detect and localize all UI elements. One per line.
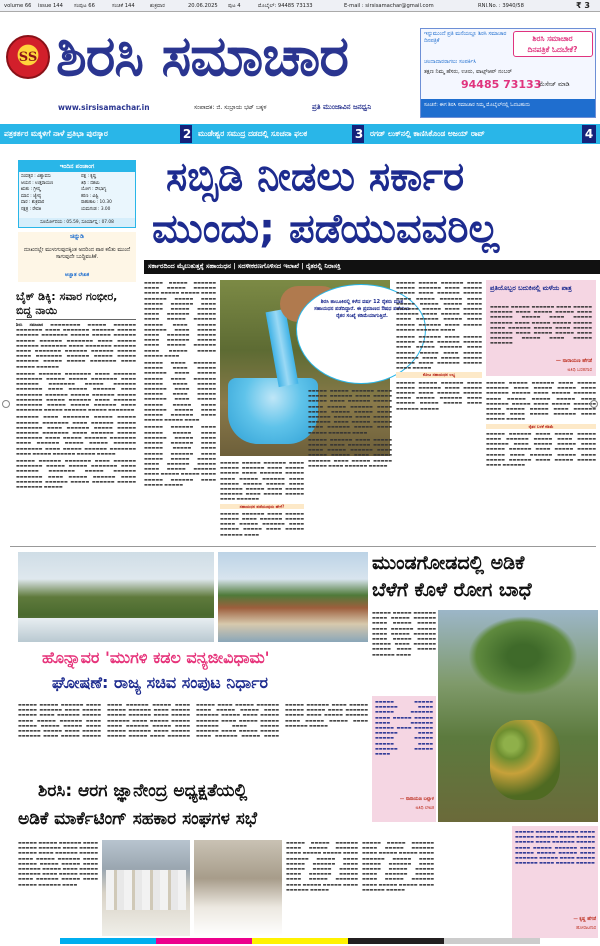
bottom-body-2: ▬▬▬▬▬ ▬▬▬▬▬ ▬▬▬▬▬▬ ▬▬▬▬ ▬▬▬▬▬ ▬▬▬▬▬▬ ▬▬▬▬ ▬▬▬▬▬ ▬▬▬▬▬ ▬▬▬▬ ▬▬▬▬▬▬ ▬▬▬▬▬ ▬▬▬▬ ▬▬▬▬▬ ▬▬▬▬▬▬ ▬▬▬▬ ▬▬▬▬▬ ▬▬▬▬▬ ▬▬▬▬▬ ▬▬▬▬ ▬▬▬▬▬▬ ▬▬▬▬▬ ▬▬▬▬ ▬▬▬▬▬ ▬▬▬▬▬▬ ▬▬▬▬ ▬▬▬▬▬ ▬▬▬▬▬ ▬▬▬▬ ▬▬▬▬▬▬ ▬▬▬▬▬ [286,840,358,892]
mundgod-body-1: ▬▬▬▬▬ ▬▬▬▬▬ ▬▬▬▬▬▬ ▬▬▬▬ ▬▬▬▬▬ ▬▬▬▬▬▬ ▬▬▬▬ ▬▬▬▬▬ ▬▬▬▬▬ ▬▬▬▬ ▬▬▬▬▬▬ ▬▬▬▬▬ ▬▬▬▬ ▬▬▬▬▬ ▬▬▬▬▬▬ ▬▬▬▬ ▬▬▬▬▬ ▬▬▬▬▬ ▬▬▬▬▬ ▬▬▬▬ ▬▬▬▬▬▬ ▬▬▬▬▬ ▬▬▬▬ ▬▬▬▬▬ ▬▬▬▬▬▬ ▬▬▬▬ [372,610,436,657]
honnavar-line1: ಹೊನ್ನಾವರ 'ಮುಗಳಿ ಕಡಲ ವನ್ಯಜೀವಿಧಾಮ' [42,648,270,667]
story-subheading: ಸಹಾಯಧನ ಪಡೆಯುವುದು ಹೇಗೆ? [220,504,304,509]
bottom-right-box [512,826,598,938]
opinion-title: ಪ್ರತಿಯೊಬ್ಬರ ಬದುಕಿನಲ್ಲಿ ಮಳೆಯ ಪಾತ್ರ [490,284,572,292]
issue: issue 144 [38,3,63,9]
ticker-item-1[interactable] [4,124,192,144]
section-divider [10,546,596,547]
palm-fronds [468,616,578,696]
meeting-photo [102,840,190,936]
thought-title: ಚಿನ್ನುಡಿ [70,233,84,240]
photo-bucket [228,378,318,444]
main-headline [144,150,600,258]
ticker-item-2[interactable] [198,124,364,144]
ticker-text: ಪತ್ರಕರ್ತರ ಮಕ್ಕಳಿಗೆ ನಾಳೆ ಪ್ರತಿಭಾ ಪುರಸ್ಕಾರ [4,129,108,138]
meeting-people [106,870,186,910]
arecanut-photo [438,610,598,822]
date: 20.06.2025 [188,3,218,9]
right-subheading: ರೈತರ ಬಳಕೆ ಕಡಿಮೆ [486,424,596,429]
ad-footer: ಸೂಚನೆ: ಈಗ ಶಿರಸಿ ಸಮಾಚಾರ ನಿಮ್ಮ ಮೊಬೈಲ್‌ನಲ್ಲಿ ಓದಬಹುದು [421,99,595,117]
ad-line4: ಮೆಸೇಜ್ ಮಾಡಿ [539,81,570,88]
ad-phone: 94485 73133 [461,78,542,91]
ticker-bar [0,124,600,144]
panchanga-row: ವಾರ : ಶುಕ್ರವಾರ [21,200,45,205]
ticker-page: 4 [582,125,596,143]
ticker-page: 2 [180,125,192,143]
ad-line2: ಚಂದಾದಾರರಾಗಲು ಸಂಪರ್ಕಿಸಿ [424,59,477,65]
sanchike: ಸಂಚಿಕೆ 144 [112,3,135,9]
headline-subhead [144,260,600,274]
volume: volume 66 [4,3,32,9]
main-story-col4: ▬▬▬▬▬ ▬▬▬▬▬ ▬▬▬▬▬▬ ▬▬▬▬ ▬▬▬▬▬ ▬▬▬▬▬▬ ▬▬▬▬ ▬▬▬▬▬ ▬▬▬▬▬ ▬▬▬▬ ▬▬▬▬▬▬ ▬▬▬▬▬ ▬▬▬▬ ▬▬▬▬▬ ▬▬▬▬▬▬ ▬▬▬▬ ▬▬▬▬▬ ▬▬▬▬▬ ▬▬▬▬▬ ▬▬▬▬ ▬▬▬▬▬▬ ▬▬▬▬▬ ▬▬▬▬ ▬▬▬▬▬ ▬▬▬▬▬▬ ▬▬▬▬ ▬▬▬▬▬ ▬▬▬▬▬ ▬▬▬▬ ▬▬▬▬▬▬ ▬▬▬▬▬ ▬▬▬▬ ▬▬▬▬▬ ▬▬▬▬▬▬ ▬▬▬▬ ▬▬▬▬▬ ▬▬▬▬▬ ▬▬▬▬▬▬ ▬▬▬▬ ▬▬▬▬▬ ▬▬▬▬▬▬ ▬▬▬▬ ▬▬▬▬▬ ▬▬▬▬▬ ▬▬▬▬ ▬▬▬▬▬▬ ▬▬▬▬▬ ▬▬▬▬ ▬▬▬▬▬ ▬▬▬▬▬▬ ▬▬▬▬ ▬▬▬▬▬ ▬▬▬▬▬ ▬▬▬▬ ▬▬▬▬▬ ▬▬▬▬▬▬ ▬▬▬▬ ▬▬▬▬▬ ▬▬▬▬▬ ▬▬▬▬▬ ▬▬▬▬ ▬▬▬▬▬▬ ▬▬▬▬▬ ▬▬▬▬ ▬▬▬▬▬ ಕೋಟ ಸಹಾಯಧನ ಲಭ್ಯ ▬▬▬▬▬ ▬▬▬▬▬ ▬▬▬▬▬▬ ▬▬▬▬ ▬▬▬▬▬ ▬▬▬▬▬▬ ▬▬▬▬ ▬▬▬▬▬ ▬▬▬▬▬ ▬▬▬▬ ▬▬▬▬▬▬ ▬▬▬▬▬ ▬▬▬▬ ▬▬▬▬▬ ▬▬▬▬▬▬ ▬▬▬▬ ▬▬▬▬▬ ▬▬▬▬▬ ▬▬▬▬▬ ▬▬▬▬ ▬▬▬▬▬▬ ▬▬▬▬▬ [396,280,482,411]
panchanga-row: ತಿಥಿ : ದಶಮಿ [81,180,100,186]
bottom-line1: ಶಿರಸಿ: ಆರಗ ಜ್ಞಾನೇಂದ್ರ ಅಧ್ಯಕ್ಷತೆಯಲ್ಲಿ [38,781,248,801]
registration-mark-left [2,400,10,408]
ticker-text: ರಗಡ್ ಲುಕ್‌ನಲ್ಲಿ ಕಾಣಿಸಿಕೊಂಡ ಅಜಯ್ ರಾವ್ [370,129,485,138]
ad-line3: ತಕ್ಷಣ ನಿಮ್ಮ ಹೆಸರು, ಊರು, ವಾಟ್ಸ್‌ಆಪ್ ನಂಬರ್ [424,69,513,75]
panchanga-row: ರಾಹುಕಾಲ : 10.30 [81,200,112,205]
bottom-right-author: — ಕೃಷ್ಣ ಹೆಗಡೆ [573,917,596,922]
panchanga-row: ಯೋಗ : ಸೌಭಾಗ್ಯ [81,187,107,192]
panchanga-title: ಇಂದಿನ ಪಂಚಾಂಗ [19,161,135,172]
panchanga-row: ನಕ್ಷತ್ರ : ರೇವತಿ [21,206,42,212]
bottom-body-3: ▬▬▬▬▬ ▬▬▬▬▬ ▬▬▬▬▬▬ ▬▬▬▬ ▬▬▬▬▬ ▬▬▬▬▬▬ ▬▬▬▬ ▬▬▬▬▬ ▬▬▬▬▬ ▬▬▬▬ ▬▬▬▬▬▬ ▬▬▬▬▬ ▬▬▬▬ ▬▬▬▬▬ ▬▬▬▬▬▬ ▬▬▬▬ ▬▬▬▬▬ ▬▬▬▬▬ ▬▬▬▬▬ ▬▬▬▬ ▬▬▬▬▬▬ ▬▬▬▬▬ ▬▬▬▬ ▬▬▬▬▬ ▬▬▬▬▬▬ ▬▬▬▬ ▬▬▬▬▬ ▬▬▬▬▬ ▬▬▬▬ ▬▬▬▬▬▬ ▬▬▬▬▬ [362,840,434,892]
panchanga-row: ಸಂವತ್ಸರ : ವಿಶ್ವಾವಸು [21,174,51,179]
day: ಶುಕ್ರವಾರ [150,3,165,9]
ad-line1: ಇನ್ನುಮುಂದೆ ಪ್ರತಿ ಮನೆಯಲ್ಲೂ ಶಿರಸಿ ಸಮಾಚಾರ ದಿನಪತ್ರಿಕೆ [424,31,507,44]
ad-box-sub: ದಿನಪತ್ರಿಕೆ ಓದಬೇಕೆ? [527,45,578,54]
honnavar-line2: ಘೋಷಣೆ: ರಾಜ್ಯ ಸಚಿವ ಸಂಪುಟ ನಿರ್ಧಾರ [52,673,268,692]
panchanga-row: ಆಯನ : ಉತ್ತರಾಯಣ [21,180,54,186]
panchanga-row: ಕರಣ : ವಿಷ್ಟಿ [81,193,99,199]
panchanga-row: ಮಾಸ : ಜ್ಯೇಷ್ಠ [21,193,41,199]
opinion-caption: ಅತಿಥಿ ಬರಹಗಾರ [567,368,592,373]
right-column-body: ▬▬▬▬▬ ▬▬▬▬▬ ▬▬▬▬▬▬ ▬▬▬▬ ▬▬▬▬▬ ▬▬▬▬▬▬ ▬▬▬▬ ▬▬▬▬▬ ▬▬▬▬▬ ▬▬▬▬ ▬▬▬▬▬▬ ▬▬▬▬▬ ▬▬▬▬ ▬▬▬▬▬ ▬▬▬▬▬▬ ▬▬▬▬ ▬▬▬▬▬ ▬▬▬▬▬ ▬▬▬▬▬ ▬▬▬▬ ▬▬▬▬▬▬ ▬▬▬▬▬ ▬▬▬▬ ▬▬▬▬▬ ▬▬▬▬▬▬ ▬▬▬▬ ▬▬▬▬▬ ▬▬▬▬▬ ▬▬▬▬ ▬▬▬▬▬▬ ▬▬▬▬▬ ▬▬▬▬ ▬▬▬▬▬ ▬▬▬▬▬▬ ▬▬▬▬ ▬▬▬▬▬ ▬▬▬▬▬ ರೈತರ ಬಳಕೆ ಕಡಿಮೆ ▬▬▬▬▬ ▬▬▬▬▬▬ ▬▬▬▬ ▬▬▬▬▬ ▬▬▬▬▬ ▬▬▬▬ ▬▬▬▬▬▬ ▬▬▬▬▬ ▬▬▬▬ ▬▬▬▬▬ ▬▬▬▬▬▬ ▬▬▬▬ ▬▬▬▬▬ ▬▬▬▬▬ ▬▬▬▬ ▬▬▬▬▬ ▬▬▬▬▬▬ ▬▬▬▬ ▬▬▬▬▬ ▬▬▬▬▬ ▬▬▬▬▬ ▬▬▬▬ ▬▬▬▬▬▬ ▬▬▬▬▬ ▬▬▬▬ ▬▬▬▬▬ ▬▬▬▬▬▬ ▬▬▬▬ ▬▬▬▬▬ ▬▬▬▬▬ ▬▬▬▬ ▬▬▬▬▬▬ [486,380,596,468]
mundgod-author: — ನಾರಾಯಣ ಬಲ್ಲಾಳ [399,797,434,802]
honnavar-body: ▬▬▬▬▬ ▬▬▬▬▬ ▬▬▬▬▬▬ ▬▬▬▬ ▬▬▬▬▬ ▬▬▬▬▬▬ ▬▬▬▬ ▬▬▬▬▬ ▬▬▬▬▬ ▬▬▬▬ ▬▬▬▬▬▬ ▬▬▬▬▬ ▬▬▬▬ ▬▬▬▬▬ ▬▬▬▬▬▬ ▬▬▬▬ ▬▬▬▬▬ ▬▬▬▬▬ ▬▬▬▬▬ ▬▬▬▬ ▬▬▬▬▬▬ ▬▬▬▬▬ ▬▬▬▬ ▬▬▬▬▬ ▬▬▬▬▬▬ ▬▬▬▬ ▬▬▬▬▬ ▬▬▬▬▬ ▬▬▬▬ ▬▬▬▬▬▬ ▬▬▬▬▬ ▬▬▬▬ ▬▬▬▬▬ ▬▬▬▬▬▬ ▬▬▬▬ ▬▬▬▬▬ ▬▬▬▬▬ ▬▬▬▬▬▬ ▬▬▬▬ ▬▬▬▬▬ ▬▬▬▬▬▬ ▬▬▬▬ ▬▬▬▬▬ ▬▬▬▬▬ ▬▬▬▬ ▬▬▬▬▬▬ ▬▬▬▬▬ ▬▬▬▬ ▬▬▬▬▬ ▬▬▬▬▬▬ ▬▬▬▬ ▬▬▬▬▬ ▬▬▬▬▬ ▬▬▬▬▬ ▬▬▬▬ ▬▬▬▬▬▬ ▬▬▬▬▬ ▬▬▬▬ ▬▬▬▬▬ ▬▬▬▬▬▬ ▬▬▬▬ ▬▬▬▬▬ ▬▬▬▬▬ ▬▬▬▬ ▬▬▬▬▬▬ ▬▬▬▬▬ ▬▬▬▬ ▬▬▬▬▬ ▬▬▬▬▬▬ ▬▬▬▬ ▬▬▬▬▬ ▬▬▬▬▬ ▬▬▬▬▬▬ ▬▬▬▬ ▬▬▬▬▬ ▬▬▬▬▬▬ ▬▬▬▬ ▬▬▬▬▬ ▬▬▬▬▬ ▬▬▬▬ ▬▬▬▬▬▬ ▬▬▬▬▬ ▬▬▬▬ ▬▬▬▬▬ ▬▬▬▬▬▬ ▬▬▬▬ ▬▬▬▬▬ ▬▬▬▬▬ ▬▬▬▬▬ ▬▬▬▬ ▬▬▬▬▬▬ ▬▬▬▬▬ ▬▬▬▬ ▬▬▬▬▬ ▬▬▬▬▬▬ ▬▬▬▬ ▬▬▬▬▬ ▬▬▬▬▬ ▬▬▬▬ ▬▬▬▬▬▬ ▬▬▬▬▬ [18,702,368,739]
rni: RNI.No. : 3940/58 [478,3,524,9]
bottom-body-1: ▬▬▬▬▬ ▬▬▬▬▬ ▬▬▬▬▬▬ ▬▬▬▬ ▬▬▬▬▬ ▬▬▬▬▬▬ ▬▬▬▬ ▬▬▬▬▬ ▬▬▬▬▬ ▬▬▬▬ ▬▬▬▬▬▬ ▬▬▬▬▬ ▬▬▬▬ ▬▬▬▬▬ ▬▬▬▬▬▬ ▬▬▬▬ ▬▬▬▬▬ ▬▬▬▬▬ ▬▬▬▬▬ ▬▬▬▬ ▬▬▬▬▬▬ ▬▬▬▬▬ ▬▬▬▬ ▬▬▬▬▬ ▬▬▬▬▬▬ ▬▬▬▬ ▬▬▬▬▬ ▬▬▬▬▬ ▬▬▬▬ ▬▬▬▬▬▬ ▬▬▬▬▬ ▬▬▬▬ ▬▬▬▬▬ ▬▬▬▬▬▬ ▬▬▬▬ [18,840,98,887]
meeting-photo-2 [194,840,282,936]
ad-box [513,31,593,57]
headline-line2: ಮುಂದು; ಪಡೆಯುವವರಿಲ್ಲ [152,206,500,252]
panchanga-row: ಪಕ್ಷ : ಕೃಷ್ಣ [81,174,97,179]
ticker-item-3[interactable] [370,124,596,144]
masthead [0,13,420,117]
main-story-col2: ▬▬▬▬▬ ▬▬▬▬▬ ▬▬▬▬▬▬ ▬▬▬▬ ▬▬▬▬▬ ▬▬▬▬▬▬ ▬▬▬▬ ▬▬▬▬▬ ▬▬▬▬▬ ▬▬▬▬ ▬▬▬▬▬▬ ▬▬▬▬▬ ▬▬▬▬ ▬▬▬▬▬ ▬▬▬▬▬▬ ▬▬▬▬ ▬▬▬▬▬ ▬▬▬▬▬ ▬▬▬▬▬ ▬▬▬▬ ▬▬▬▬▬▬ ▬▬▬▬▬ ▬▬▬▬ ▬▬▬▬▬ ▬▬▬▬▬▬ ▬▬▬▬ ▬▬▬▬▬ ▬▬▬▬▬ ▬▬▬▬ ▬▬▬▬▬▬ ಸಹಾಯಧನ ಪಡೆಯುವುದು ಹೇಗೆ? ▬▬▬▬▬ ▬▬▬▬▬▬ ▬▬▬▬ ▬▬▬▬▬ ▬▬▬▬▬ ▬▬▬▬ ▬▬▬▬▬▬ ▬▬▬▬▬ ▬▬▬▬ ▬▬▬▬▬ ▬▬▬▬▬▬ ▬▬▬▬ ▬▬▬▬▬ ▬▬▬▬▬ ▬▬▬▬ ▬▬▬▬▬ ▬▬▬▬▬▬ ▬▬▬▬ [220,460,304,537]
newspaper-title: ಶಿರಸಿ ಸಮಾಚಾರ [56,24,348,89]
tagline: ಪ್ರತಿ ಮುಂಜಾವಿನ ಜನಧ್ವನಿ [312,103,372,111]
bottom-right-caption: ಹೋರಾಟಗಾರ [576,926,596,931]
coast-water [18,618,214,642]
dog-story-divider [16,319,136,320]
dog-story-body: ಶಿರಸಿ ಸಮಾಚಾರ ▬▬▬▬▬▬▬▬ ▬▬▬▬▬ ▬▬▬▬▬▬ ▬▬▬▬▬▬▬ ▬▬▬▬ ▬▬▬▬▬▬▬ ▬▬▬▬▬▬ ▬▬▬▬▬ ▬▬▬▬▬▬ ▬▬▬▬▬▬▬ ▬▬▬▬▬ ▬▬▬▬▬ ▬▬▬▬▬▬ ▬▬▬▬▬ ▬▬▬▬▬▬ ▬▬▬▬▬▬▬ ▬▬▬▬ ▬▬▬▬▬ ▬▬▬▬▬▬ ▬▬▬▬▬▬▬ ▬▬▬▬ ▬▬▬▬▬▬▬ ▬▬▬▬▬▬ ▬▬▬▬ ▬▬▬▬▬▬▬ ▬▬▬▬▬▬ ▬▬▬▬▬▬ ▬▬▬▬▬ ▬▬▬▬ ▬▬▬▬▬▬▬ ▬▬▬▬▬▬ ▬▬▬▬▬ ▬▬▬▬▬ ▬▬▬▬▬▬ ▬▬▬▬▬ ▬▬▬▬▬ ▬▬▬▬▬▬▬ ▬▬▬▬ ▬▬▬▬▬ ▬▬▬▬▬▬ ▬▬▬▬▬ ▬▬▬▬▬▬ ▬▬▬▬▬▬▬ ▬▬▬▬ ▬▬▬▬▬▬ ▬▬▬▬▬▬▬ ▬▬▬▬▬ ▬▬▬▬▬ ▬▬▬▬▬▬▬ ▬▬▬▬ ▬▬▬▬▬▬ ▬▬▬▬▬▬▬ ▬▬▬▬▬ ▬▬▬▬▬▬ ▬▬▬▬▬▬▬ ▬▬▬▬ ▬▬▬▬▬ ▬▬▬▬▬▬ ▬▬▬▬ ▬▬▬▬▬▬▬ ▬▬▬▬▬▬ ▬▬▬▬▬ ▬▬▬▬▬▬ ▬▬▬▬▬ ▬▬▬▬▬▬▬ ▬▬▬▬▬ ▬▬▬▬▬▬ ▬▬▬▬ ▬▬▬▬▬▬ ▬▬▬▬▬▬▬ ▬▬▬▬▬ ▬▬▬▬▬ ▬▬▬▬▬▬ ▬▬▬▬ ▬▬▬▬▬▬▬ ▬▬▬▬▬ ▬▬▬▬▬▬ ▬▬▬▬▬ ▬▬▬▬▬▬▬ ▬▬▬▬▬▬ ▬▬▬▬ ▬▬▬▬▬▬▬ ▬▬▬▬▬ ▬▬▬▬▬ ▬▬▬▬▬▬ ▬▬▬▬▬▬▬ ▬▬▬▬ ▬▬▬▬▬▬ ▬▬▬▬▬ ▬▬▬▬▬▬▬ ▬▬▬▬ ▬▬▬▬▬▬ ▬▬▬▬▬ ▬▬▬▬▬ ▬▬▬▬▬▬ ▬▬▬▬▬▬▬ ▬▬▬▬ ▬▬▬▬▬▬ ▬▬▬▬▬ ▬▬▬▬▬▬▬ ▬▬▬▬ ▬▬▬▬▬ ▬▬▬▬▬▬ ▬▬▬▬▬▬▬ ▬▬▬▬ ▬▬▬▬▬▬ ▬▬▬▬▬ ▬▬▬▬▬ ▬▬▬▬▬▬ ▬▬▬▬▬▬▬ ▬▬▬▬ ▬▬▬▬▬ ▬▬▬▬▬▬ ▬▬▬▬▬▬▬ ▬▬▬▬ ▬▬▬▬▬ ▬▬▬▬▬▬ ▬▬▬▬▬ ▬▬▬▬▬ ▬▬▬▬▬ ▬▬▬▬▬▬ ▬▬▬▬▬▬▬ ▬▬▬▬ ▬▬▬▬▬▬ ▬▬▬▬▬▬▬ ▬▬▬▬▬ ▬▬▬▬▬ ▬▬▬▬▬▬▬ ▬▬▬▬ ▬▬▬▬▬▬ ▬▬▬▬▬▬▬ ▬▬▬▬▬ ▬▬▬▬▬▬ ▬▬▬▬▬▬▬ ▬▬▬▬ ▬▬▬▬▬ ▬▬▬▬▬▬ ▬▬▬▬ ▬▬▬▬▬▬▬ ▬▬▬▬▬▬ ▬▬▬▬▬ ▬▬▬▬▬▬ ▬▬▬▬▬ ▬▬▬▬▬▬▬ ▬▬▬▬▬ [16,322,136,490]
email: E-mail : sirsisamachar@gmail.com [344,3,434,9]
color-strip [60,938,540,944]
mundgod-headline [372,550,598,608]
logo [6,35,50,79]
panchanga-right [81,174,135,213]
opinion-body: ▬▬▬▬▬ ▬▬▬▬▬ ▬▬▬▬▬▬ ▬▬▬▬ ▬▬▬▬▬ ▬▬▬▬▬▬ ▬▬▬▬ ▬▬▬▬▬ ▬▬▬▬▬ ▬▬▬▬ ▬▬▬▬▬▬ ▬▬▬▬▬ ▬▬▬▬ ▬▬▬▬▬ ▬▬▬▬▬▬ ▬▬▬▬ ▬▬▬▬▬ ▬▬▬▬▬ ▬▬▬▬▬ ▬▬▬▬ ▬▬▬▬▬▬ ▬▬▬▬▬ ▬▬▬▬ ▬▬▬▬▬ ▬▬▬▬▬▬ ▬▬▬▬ ▬▬▬▬▬ ▬▬▬▬▬ ▬▬▬▬ ▬▬▬▬▬▬ ▬▬▬▬▬ ▬▬▬▬ ▬▬▬▬▬ ▬▬▬▬▬▬ [490,304,592,346]
mundgod-caption: ಅತಿಥಿ ಲೇಖಕ [415,806,434,811]
panchanga-row: ಯಮಗಂಡ : 3.00 [81,206,111,212]
dog-story-headline: ಬೈಕ್ ಡಿಕ್ಕಿ: ಸವಾರ ಗಂಭೀರ, ಬಿದ್ದ ನಾಯಿ [16,290,118,317]
main-story-col3: ▬▬▬▬▬ ▬▬▬▬▬ ▬▬▬▬▬▬ ▬▬▬▬ ▬▬▬▬▬ ▬▬▬▬▬▬ ▬▬▬▬ ▬▬▬▬▬ ▬▬▬▬▬ ▬▬▬▬ ▬▬▬▬▬▬ ▬▬▬▬▬ ▬▬▬▬ ▬▬▬▬▬ ▬▬▬▬▬▬ ▬▬▬▬ ▬▬▬▬▬ ▬▬▬▬▬ ▬▬▬▬▬ ▬▬▬▬ ▬▬▬▬▬▬ ▬▬▬▬▬ ▬▬▬▬ ▬▬▬▬▬ ▬▬▬▬▬▬ ▬▬▬▬ ▬▬▬▬▬ ▬▬▬▬▬ ▬▬▬▬ ▬▬▬▬▬▬ ▬▬▬▬▬ ▬▬▬▬ ▬▬▬▬▬ ▬▬▬▬▬▬ ▬▬▬▬ ▬▬▬▬▬ ▬▬▬▬▬▬ ▬▬▬▬ ▬▬▬▬▬ ▬▬▬▬▬ ▬▬▬▬ ▬▬▬▬▬▬ ▬▬▬▬▬ ▬▬▬▬ ▬▬▬▬▬ ▬▬▬▬▬▬ ▬▬▬▬ ▬▬▬▬▬ ▬▬▬▬▬ ▬▬▬▬ ▬▬▬▬▬ ▬▬▬▬▬▬ ▬▬▬▬ ▬▬▬▬▬ ▬▬▬▬▬ ▬▬▬▬▬ ▬▬▬▬ ▬▬▬▬▬▬ ▬▬▬▬▬ [308,388,392,468]
top-info-strip [0,0,600,12]
mundgod-pink-text: ▬▬▬▬▬ ▬▬▬▬▬ ▬▬▬▬▬▬ ▬▬▬▬ ▬▬▬▬▬ ▬▬▬▬▬▬ ▬▬▬▬ ▬▬▬▬▬ ▬▬▬▬▬ ▬▬▬▬ ▬▬▬▬▬▬ ▬▬▬▬▬ ▬▬▬▬ ▬▬▬▬▬ ▬▬▬▬▬▬ ▬▬▬▬ ▬▬▬▬▬ ▬▬▬▬▬ ▬▬▬▬▬ ▬▬▬▬ ▬▬▬▬▬▬ ▬▬▬▬▬ ▬▬▬▬ [375,699,433,757]
thought-box [18,232,136,282]
pages: ಪುಟ 4 [228,3,241,9]
honnavar-headline [18,646,370,698]
coast-photo-2 [218,552,368,642]
story-subheading-2: ಕೋಟ ಸಹಾಯಧನ ಲಭ್ಯ [396,372,482,377]
samputa: ಸಂಪುಟ 66 [74,3,95,9]
headline-line1: ಸಬ್ಸಿಡಿ ನೀಡಲು ಸರ್ಕಾರ [166,154,465,200]
subhead-text: ಸರ್ಕಾರದಿಂದ ಮೈಲುತುತ್ತಕ್ಕೆ ಸಹಾಯಧನ | ಸದಳೀಕರಣಗೊಳಿಸದ ಇಲಾಖೆ | ರೈತರಲ್ಲಿ ನಿರಾಸಕ್ತಿ [148,262,341,270]
bottom-right-text: ▬▬▬▬▬ ▬▬▬▬▬ ▬▬▬▬▬▬ ▬▬▬▬ ▬▬▬▬▬ ▬▬▬▬▬▬ ▬▬▬▬ ▬▬▬▬▬ ▬▬▬▬▬ ▬▬▬▬ ▬▬▬▬▬▬ ▬▬▬▬▬ ▬▬▬▬ ▬▬▬▬▬ ▬▬▬▬▬▬ ▬▬▬▬ ▬▬▬▬▬ ▬▬▬▬▬ ▬▬▬▬▬ ▬▬▬▬ ▬▬▬▬▬▬ ▬▬▬▬▬ ▬▬▬▬ ▬▬▬▬▬ ▬▬▬▬▬▬ ▬▬▬▬ ▬▬▬▬▬ ▬▬▬▬▬ [515,829,595,866]
panchanga-box [18,160,136,228]
website: www.sirsisamachar.in [58,103,150,112]
editor: ಸಂಪಾದಕ: ಜಿ. ಸುಬ್ರಾಯ ಭಟ್ ಬಕ್ಕಳ [194,104,267,111]
ticker-page: 3 [352,125,364,143]
panchanga-left [21,174,79,213]
byline: ಶಿರಸಿ ಸಮಾಚಾರ [16,322,44,327]
opinion-author: — ನಾರಾಯಣ ಹೆಗಡೆ [555,358,592,364]
opinion-box [486,280,596,376]
coast-photo-1 [18,552,214,642]
ticker-text: ಮುಡೇಶ್ವರ ಸಮುದ್ರ ದಡದಲ್ಲಿ ಸೂಚನಾ ಫಲಕ [198,129,308,138]
bottom-line2: ಅಡಿಕೆ ಮಾರ್ಕೆಟಿಂಗ್ ಸಹಕಾರ ಸಂಘಗಳ ಸಭೆ [18,809,258,829]
panchanga-row: ಋತು : ಗ್ರೀಷ್ಮ [21,187,41,192]
price: ₹ 3 [576,1,590,10]
bottom-headline [18,778,434,836]
subscription-ad[interactable] [420,28,596,118]
thought-author: ಅಜ್ಞಾತ ಲೇಖಕ [64,272,90,278]
panchanga-footer: ಸೂರ್ಯೋದಯ : 05.59, ಸೂರ್ಯಾಸ್ತ : 07.08 [19,218,135,228]
callout-text: ಶಿರಸಿ ತಾಲೂಕಿನಲ್ಲಿ ಕಳೆದ ವರ್ಷ 12 ರೈತರು ಮಾತ್ರ ಸಹಾಯಧನ ಪಡೆದಿದ್ದಾರೆ. ಈ ಪ್ರಮಾಣದ ಔಷಧ ಪಡೆಯಲು ರೈತರ ಸಂಖ್ಯೆ ಕಡಿಮೆಯಾಗುತ್ತಿದೆ. [314,299,410,319]
mobile: ಮೊಬೈಲ್: 94485 73133 [258,3,313,9]
mundgod-line2: ಬೆಳೆಗೆ ಕೊಳೆ ರೋಗ ಬಾಧೆ [372,579,532,601]
registration-mark-right [590,400,598,408]
arecanut-bunch [490,720,560,800]
logo-initials: SS [18,50,38,65]
ad-box-title: ಶಿರಸಿ ಸಮಾಚಾರ [532,34,573,43]
thought-text: ದುಃಖದಲ್ಲೇ ಮುಳುಗುವುದಕ್ಕಿಂತ ಅದರಿಂದ ಪಾಠ ಕಲಿತು ಮುಂದೆ ಸಾಗುವುದೇ ಬುದ್ಧಿವಂತಿಕೆ. [23,247,131,260]
main-story-col1: ▬▬▬▬▬ ▬▬▬▬▬ ▬▬▬▬▬▬ ▬▬▬▬ ▬▬▬▬▬ ▬▬▬▬▬▬ ▬▬▬▬ ▬▬▬▬▬ ▬▬▬▬▬ ▬▬▬▬ ▬▬▬▬▬▬ ▬▬▬▬▬ ▬▬▬▬ ▬▬▬▬▬ ▬▬▬▬▬▬ ▬▬▬▬ ▬▬▬▬▬ ▬▬▬▬▬ ▬▬▬▬▬ ▬▬▬▬ ▬▬▬▬▬▬ ▬▬▬▬▬ ▬▬▬▬ ▬▬▬▬▬ ▬▬▬▬▬▬ ▬▬▬▬▬ ▬▬▬▬ ▬▬▬▬▬ ▬▬▬▬▬▬ ▬▬▬▬ ▬▬▬▬▬ ▬▬▬▬ ▬▬▬▬▬▬ ▬▬▬▬▬ ▬▬▬▬ ▬▬▬▬▬▬ ▬▬▬▬▬ ▬▬▬▬ ▬▬▬▬▬ ▬▬▬▬▬▬ ▬▬▬▬ ▬▬▬▬▬ ▬▬▬▬▬ ▬▬▬▬▬ ▬▬▬▬ ▬▬▬▬▬ ▬▬▬▬ ▬▬▬▬▬▬ ▬▬▬▬▬ ▬▬▬▬ ▬▬▬▬▬ ▬▬▬▬▬▬ ▬▬▬▬ ▬▬▬▬▬ ▬▬▬▬▬ ▬▬▬▬ ▬▬▬▬▬▬ ▬▬▬▬▬ ▬▬▬▬ ▬▬▬▬▬ ▬▬▬▬▬▬ ▬▬▬▬ ▬▬▬▬▬ ▬▬▬▬▬ ▬▬▬▬ ▬▬▬▬▬ ▬▬▬▬▬▬ ▬▬▬▬ ▬▬▬▬▬ ▬▬▬▬▬ ▬▬▬▬▬ ▬▬▬▬ ▬▬▬▬▬▬ ▬▬▬▬▬ ▬▬▬▬ ▬▬▬▬▬ ▬▬▬▬▬▬ ▬▬▬▬ ▬▬▬▬▬ ▬▬▬▬▬ ▬▬▬▬ ▬▬▬▬▬ ▬▬▬▬▬▬ ▬▬▬▬ ▬▬▬▬▬ ▬▬▬▬▬ ▬▬▬▬ ▬▬▬▬▬▬ ▬▬▬▬▬ ▬▬▬▬ ▬▬▬▬▬ ▬▬▬▬▬▬ ▬▬▬▬ ▬▬▬▬▬ ▬▬▬▬▬ ▬▬▬▬ ▬▬▬▬▬ ▬▬▬▬▬▬ ▬▬▬▬ ▬▬▬▬▬ ▬▬▬▬▬ ▬▬▬▬▬ ▬▬▬▬ ▬▬▬▬▬▬ ▬▬▬▬▬ ▬▬▬▬ ▬▬▬▬▬ ▬▬▬▬▬▬ ▬▬▬▬ ▬▬▬▬▬ ▬▬▬▬▬ ▬▬▬▬ ▬▬▬▬▬ ▬▬▬▬▬▬ ▬▬▬▬ ▬▬▬▬▬ ▬▬▬▬▬ [144,280,216,487]
mundgod-line1: ಮುಂಡಗೋಡದಲ್ಲಿ ಅಡಿಕೆ [372,552,525,574]
